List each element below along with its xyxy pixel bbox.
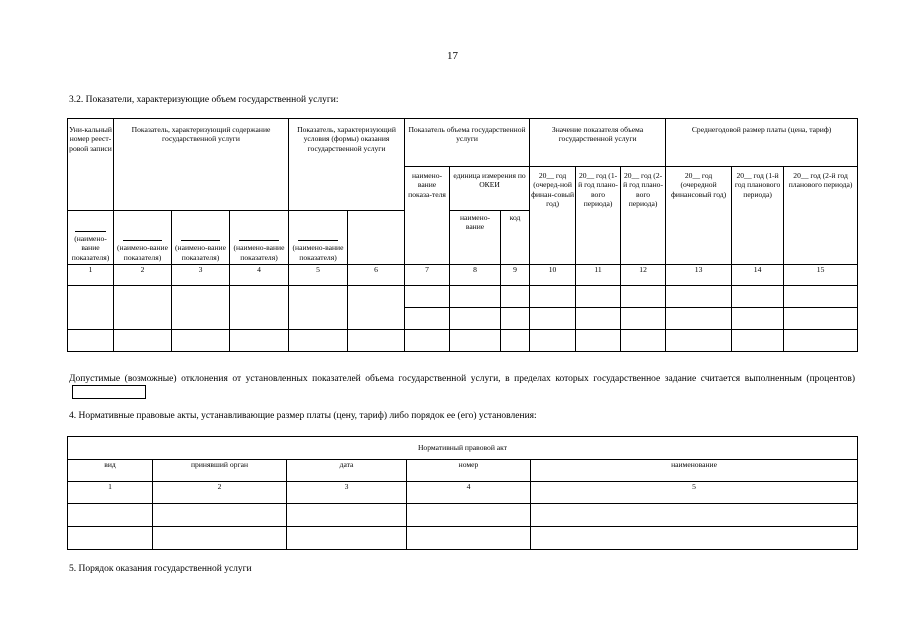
- header-fee-plan2: 20__ год (2-й год планового периода): [784, 167, 858, 265]
- header-year-plan1: 20__ год (1-й год плано-вого периода): [576, 167, 621, 265]
- table-row: [68, 330, 858, 352]
- header-param-name-3: (наимено-вание показателя): [172, 211, 230, 265]
- table-cell[interactable]: [531, 527, 858, 550]
- table-cell[interactable]: [621, 308, 666, 330]
- column-number: 3: [287, 482, 407, 504]
- header-indicator-name: наимено-вание показа-теля: [405, 167, 450, 265]
- table-cell[interactable]: [732, 308, 784, 330]
- header-year-current: 20__ год (очеред-ной финан-совый год): [530, 167, 576, 265]
- column-number: 6: [348, 265, 405, 286]
- table-cell[interactable]: [153, 527, 287, 550]
- table-cell[interactable]: [407, 504, 531, 527]
- table-cell[interactable]: [501, 308, 530, 330]
- page-number: 17: [447, 50, 458, 62]
- table-cell[interactable]: [287, 504, 407, 527]
- table-cell[interactable]: [576, 308, 621, 330]
- table-cell[interactable]: [530, 330, 576, 352]
- table-cell[interactable]: [68, 330, 114, 352]
- column-number: 2: [114, 265, 172, 286]
- column-number: 1: [68, 265, 114, 286]
- table-cell[interactable]: [348, 286, 405, 330]
- column-number: 1: [68, 482, 153, 504]
- header-kind: вид: [68, 460, 153, 482]
- header-date: дата: [287, 460, 407, 482]
- column-number: 5: [289, 265, 348, 286]
- header-avg-fee: Среднегодовой размер платы (цена, тариф): [666, 119, 858, 167]
- deviation-text: Допустимые (возможные) отклонения от установленных показателей объема государственной услуги, в пределах которых государственное задание считается выполненным (процентов): [69, 373, 855, 399]
- table-cell[interactable]: [621, 286, 666, 308]
- table-cell[interactable]: [666, 308, 732, 330]
- table-cell[interactable]: [172, 286, 230, 330]
- column-number: 14: [732, 265, 784, 286]
- table-cell[interactable]: [501, 330, 530, 352]
- column-number: 11: [576, 265, 621, 286]
- legal-acts-table: [67, 436, 858, 550]
- header-year-plan2: 20__ год (2-й год плано-вого периода): [621, 167, 666, 265]
- table-cell[interactable]: [732, 286, 784, 308]
- header-authority: принявший орган: [153, 460, 287, 482]
- table-cell[interactable]: [531, 504, 858, 527]
- table-cell[interactable]: [666, 286, 732, 308]
- column-number: 9: [501, 265, 530, 286]
- header-fee-current: 20__ год (очередной финансовый год): [666, 167, 732, 265]
- table-cell[interactable]: [114, 286, 172, 330]
- table-cell[interactable]: [68, 504, 153, 527]
- header-unit-okei: единица измерения по ОКЕИ: [450, 167, 530, 211]
- header-content-indicator: Показатель, характеризующий содержание государственной услуги: [114, 119, 289, 211]
- header-name: наименование: [531, 460, 858, 482]
- column-number: 15: [784, 265, 858, 286]
- table-cell[interactable]: [450, 286, 501, 308]
- header-volume-value: Значение показателя объема государственной услуги: [530, 119, 666, 167]
- header-param-name-4: (наимено-вание показателя): [230, 211, 289, 265]
- section-3-2-heading: 3.2. Показатели, характеризующие объем государственной услуги:: [69, 95, 339, 105]
- table-cell[interactable]: [153, 504, 287, 527]
- table-cell[interactable]: [450, 330, 501, 352]
- volume-indicators-table: [67, 118, 858, 352]
- table-row: [68, 286, 858, 308]
- column-number: 8: [450, 265, 501, 286]
- table-cell[interactable]: [784, 286, 858, 308]
- header-unit-name: наимено-вание: [450, 211, 501, 265]
- legal-act-title: Нормативный правовой акт: [68, 437, 858, 460]
- column-number: 2: [153, 482, 287, 504]
- table-cell[interactable]: [784, 330, 858, 352]
- header-fee-plan1: 20__ год (1-й год планового периода): [732, 167, 784, 265]
- table-cell[interactable]: [114, 330, 172, 352]
- column-number: 5: [531, 482, 858, 504]
- header-volume-indicator: Показатель объема государственной услуги: [405, 119, 530, 167]
- column-number: 4: [230, 265, 289, 286]
- column-number: 3: [172, 265, 230, 286]
- header-number: номер: [407, 460, 531, 482]
- table-cell[interactable]: [501, 286, 530, 308]
- header-param-name-5: (наимено-вание показателя): [289, 211, 348, 265]
- column-number-row: [68, 265, 858, 286]
- table-cell[interactable]: [576, 286, 621, 308]
- table-cell[interactable]: [289, 330, 348, 352]
- column-number: 4: [407, 482, 531, 504]
- table-cell[interactable]: [172, 330, 230, 352]
- section-4-heading: 4. Нормативные правовые акты, устанавливающие размер платы (цену, тариф) либо порядок ее (его) установления:: [69, 411, 537, 421]
- table-row: [68, 504, 858, 527]
- column-number: 13: [666, 265, 732, 286]
- table-cell[interactable]: [407, 527, 531, 550]
- deviation-percent-field[interactable]: [72, 385, 146, 399]
- table-cell[interactable]: [450, 308, 501, 330]
- table-cell[interactable]: [666, 330, 732, 352]
- column-number: 7: [405, 265, 450, 286]
- section-5-heading: 5. Порядок оказания государственной услуги: [69, 564, 252, 574]
- table-cell[interactable]: [576, 330, 621, 352]
- table-cell[interactable]: [289, 286, 348, 330]
- header-unit-code: код: [501, 211, 530, 265]
- table-cell[interactable]: [405, 286, 450, 308]
- header-param-name-2: (наимено-вание показателя): [114, 211, 172, 265]
- table-cell[interactable]: [68, 286, 114, 330]
- table-cell[interactable]: [405, 330, 450, 352]
- header-conditions-indicator: Показатель, характеризующий условия (формы) оказания государственной услуги: [289, 119, 405, 211]
- table-cell[interactable]: [348, 330, 405, 352]
- table-cell[interactable]: [732, 330, 784, 352]
- table-cell[interactable]: [621, 330, 666, 352]
- table-cell[interactable]: [230, 330, 289, 352]
- table-cell[interactable]: [68, 527, 153, 550]
- column-number: 10: [530, 265, 576, 286]
- header-unique-number: Уни-кальный номер реест-ровой записи: [68, 119, 114, 211]
- table-cell[interactable]: [287, 527, 407, 550]
- table-cell[interactable]: [530, 308, 576, 330]
- table-cell[interactable]: [530, 286, 576, 308]
- table-cell[interactable]: [784, 308, 858, 330]
- table-row: [68, 527, 858, 550]
- header-param-name-1: (наимено-вание показателя): [68, 211, 114, 265]
- column-number: 12: [621, 265, 666, 286]
- table-cell[interactable]: [405, 308, 450, 330]
- table-cell[interactable]: [230, 286, 289, 330]
